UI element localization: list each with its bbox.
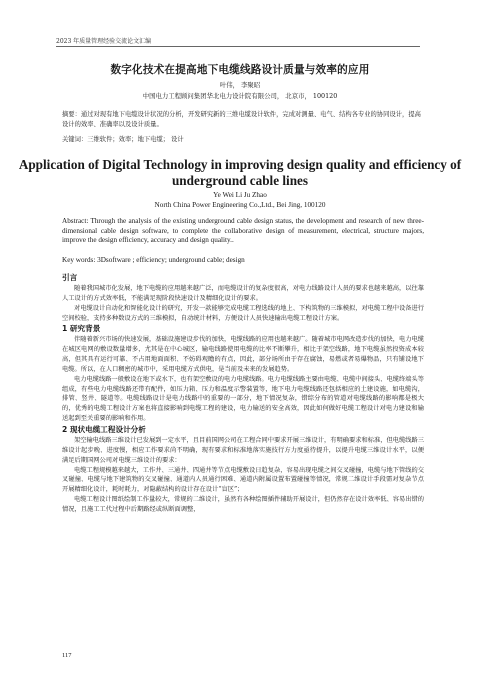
affiliation-english: North China Power Engineering Co.,Ltd., Bei Jing, 100120: [154, 201, 326, 209]
authors-chinese: 叶伟， 李聚昭: [219, 81, 261, 89]
page-number: 117: [62, 652, 72, 659]
paragraph: 电缆工程规模越来越大，工作井、三通井、四通井等节点电缆敷设日趋复杂，容易出现电缆之间交叉碰撞，电缆与地下管线的交叉碰撞、电缆与地下建筑物的交叉碰撞、通道内人员通行困难、通道内附属设置布置碰撞等情况，常规二维设计手段需对复杂节点开展精细化设计，耗时耗力，对隐蔽结构的设计存在设计“盲区”；: [62, 466, 424, 494]
keywords-english: Key words: 3Dsoftware ; efficiency; underground cable; design: [62, 256, 245, 264]
paragraph: 对电缆设计自动化和智能化设计的研究，开发一款能够完成电缆工程选线的地上、下构筑物的三维模拟，对电缆工程中设备进行空间校验，支持多种数设方式的三维模拟，自动统计材料，方便设计人员快速输出电缆工程设计方案。: [62, 304, 424, 322]
affiliation-chinese: 中国电力工程顾问集团华北电力设计院有限公司， 北京市， 100120: [142, 92, 338, 100]
authors-english: Ye Wei Li Ju Zhao: [213, 191, 267, 199]
keywords-chinese: 关键词：三维软件；效率；地下电缆； 设计: [62, 136, 184, 143]
paragraph: 伴随着新兴市场的快速发展，基础设施建设步伐的加快，电缆线路的应用也越来越广。随着城市电网改造步伐的加快，电力电缆在城区电网的敷设数量增多，尤其是在中心城区，输电线路使用电缆的比率不断攀升，相比于架空线路，地下电缆虽然投资成本较高，但其具有运行可靠、不占用地面面积、不妨碍观瞻的有点，因此，部分场所由于存在腐蚀，易燃或者易爆物品，只有铺设地下电缆。所以，在人口稠密的城市中，采用电缆方式供电，是当前及未来的发展趋势。: [62, 336, 424, 373]
section-heading-introduction: 引言: [62, 273, 78, 282]
body-text: [62, 272, 424, 515]
paragraph: 随着我国城市化发展，地下电缆的应用越来越广泛，而电缆设计的复杂度很高，对电力线路设计人员的要求也越来越高，以往靠人工设计的方式效率低，不能满足现阶段快速设计及精细化设计的要求。: [62, 285, 424, 302]
abstract-chinese: 摘要：通过对现有地下电缆设计状况的分析，开发研究新的三维电缆设计软件，完成对测量、电气、结构各专业的协同设计，提高设计的效率、准确率以及设计质量。: [62, 111, 421, 128]
running-head: 2023 年质量管理经验交流论文汇编: [56, 38, 152, 45]
header-rule: [56, 46, 420, 47]
paragraph: 电力电缆线路一般敷设在地下或水下，也有架空敷设的电力电缆线路。电力电缆线路主要由电缆、电缆中间接头、电缆终端头等组成，有些电力电缆线路还带有配件，如压力箱、压力和温度示警装置等，地下电力电缆线路还包括相应的土建设施，如电缆沟，排管、竖井、隧道等。电缆线路设计是电力线路中的重要的一部分，地下情况复杂，错综分布的管道对电缆线路的影响都是极大的，优秀的电缆工程设计方案也将直接影响到电缆工程的建设，电力输送的安全高效，因此如何做好电缆工程设计对电力建设和输送起到至关重要的影响和作用。: [62, 375, 424, 423]
section-heading-2: 2 现状电缆工程设计分析: [62, 424, 146, 434]
title-english: Application of Digital Technology in improving design quality and efficiency of underground cable lines: [18, 157, 462, 188]
title-chinese: 数字化技术在提高地下电缆线路设计质量与效率的应用: [110, 64, 370, 76]
paragraph: 电缆工程设计图纸绘制工作量较大，常规的二维设计，虽然有各种绘图插件辅助开展设计，但仍然存在设计效率低、容易出错的情况，且施工工代过程中后期路经或纵断面调整，: [62, 496, 424, 513]
abstract-english: Abstract: Through the analysis of the existing underground cable design status, the development and research of new three-dimensional cable design software, to complete the collaborative design of measurement, electrical, structure majors, improve the design efficiency, accuracy and design quality..: [62, 217, 424, 245]
section-heading-1: 1 研究背景: [62, 324, 101, 334]
paragraph: 架空输电线路三维设计已发展到一定水平，且目前国网公司在工程合同中要求开展三维设计，有明确要求和标准，但电缆线路三维设计起步晚、进度慢，相应工作要求尚不明确，现有要求和标准地落实施技行方力度亟待提升，以提升电缆三维设计水平，以便满足后期国网公司对电缆三维设计的要求：: [62, 436, 424, 464]
